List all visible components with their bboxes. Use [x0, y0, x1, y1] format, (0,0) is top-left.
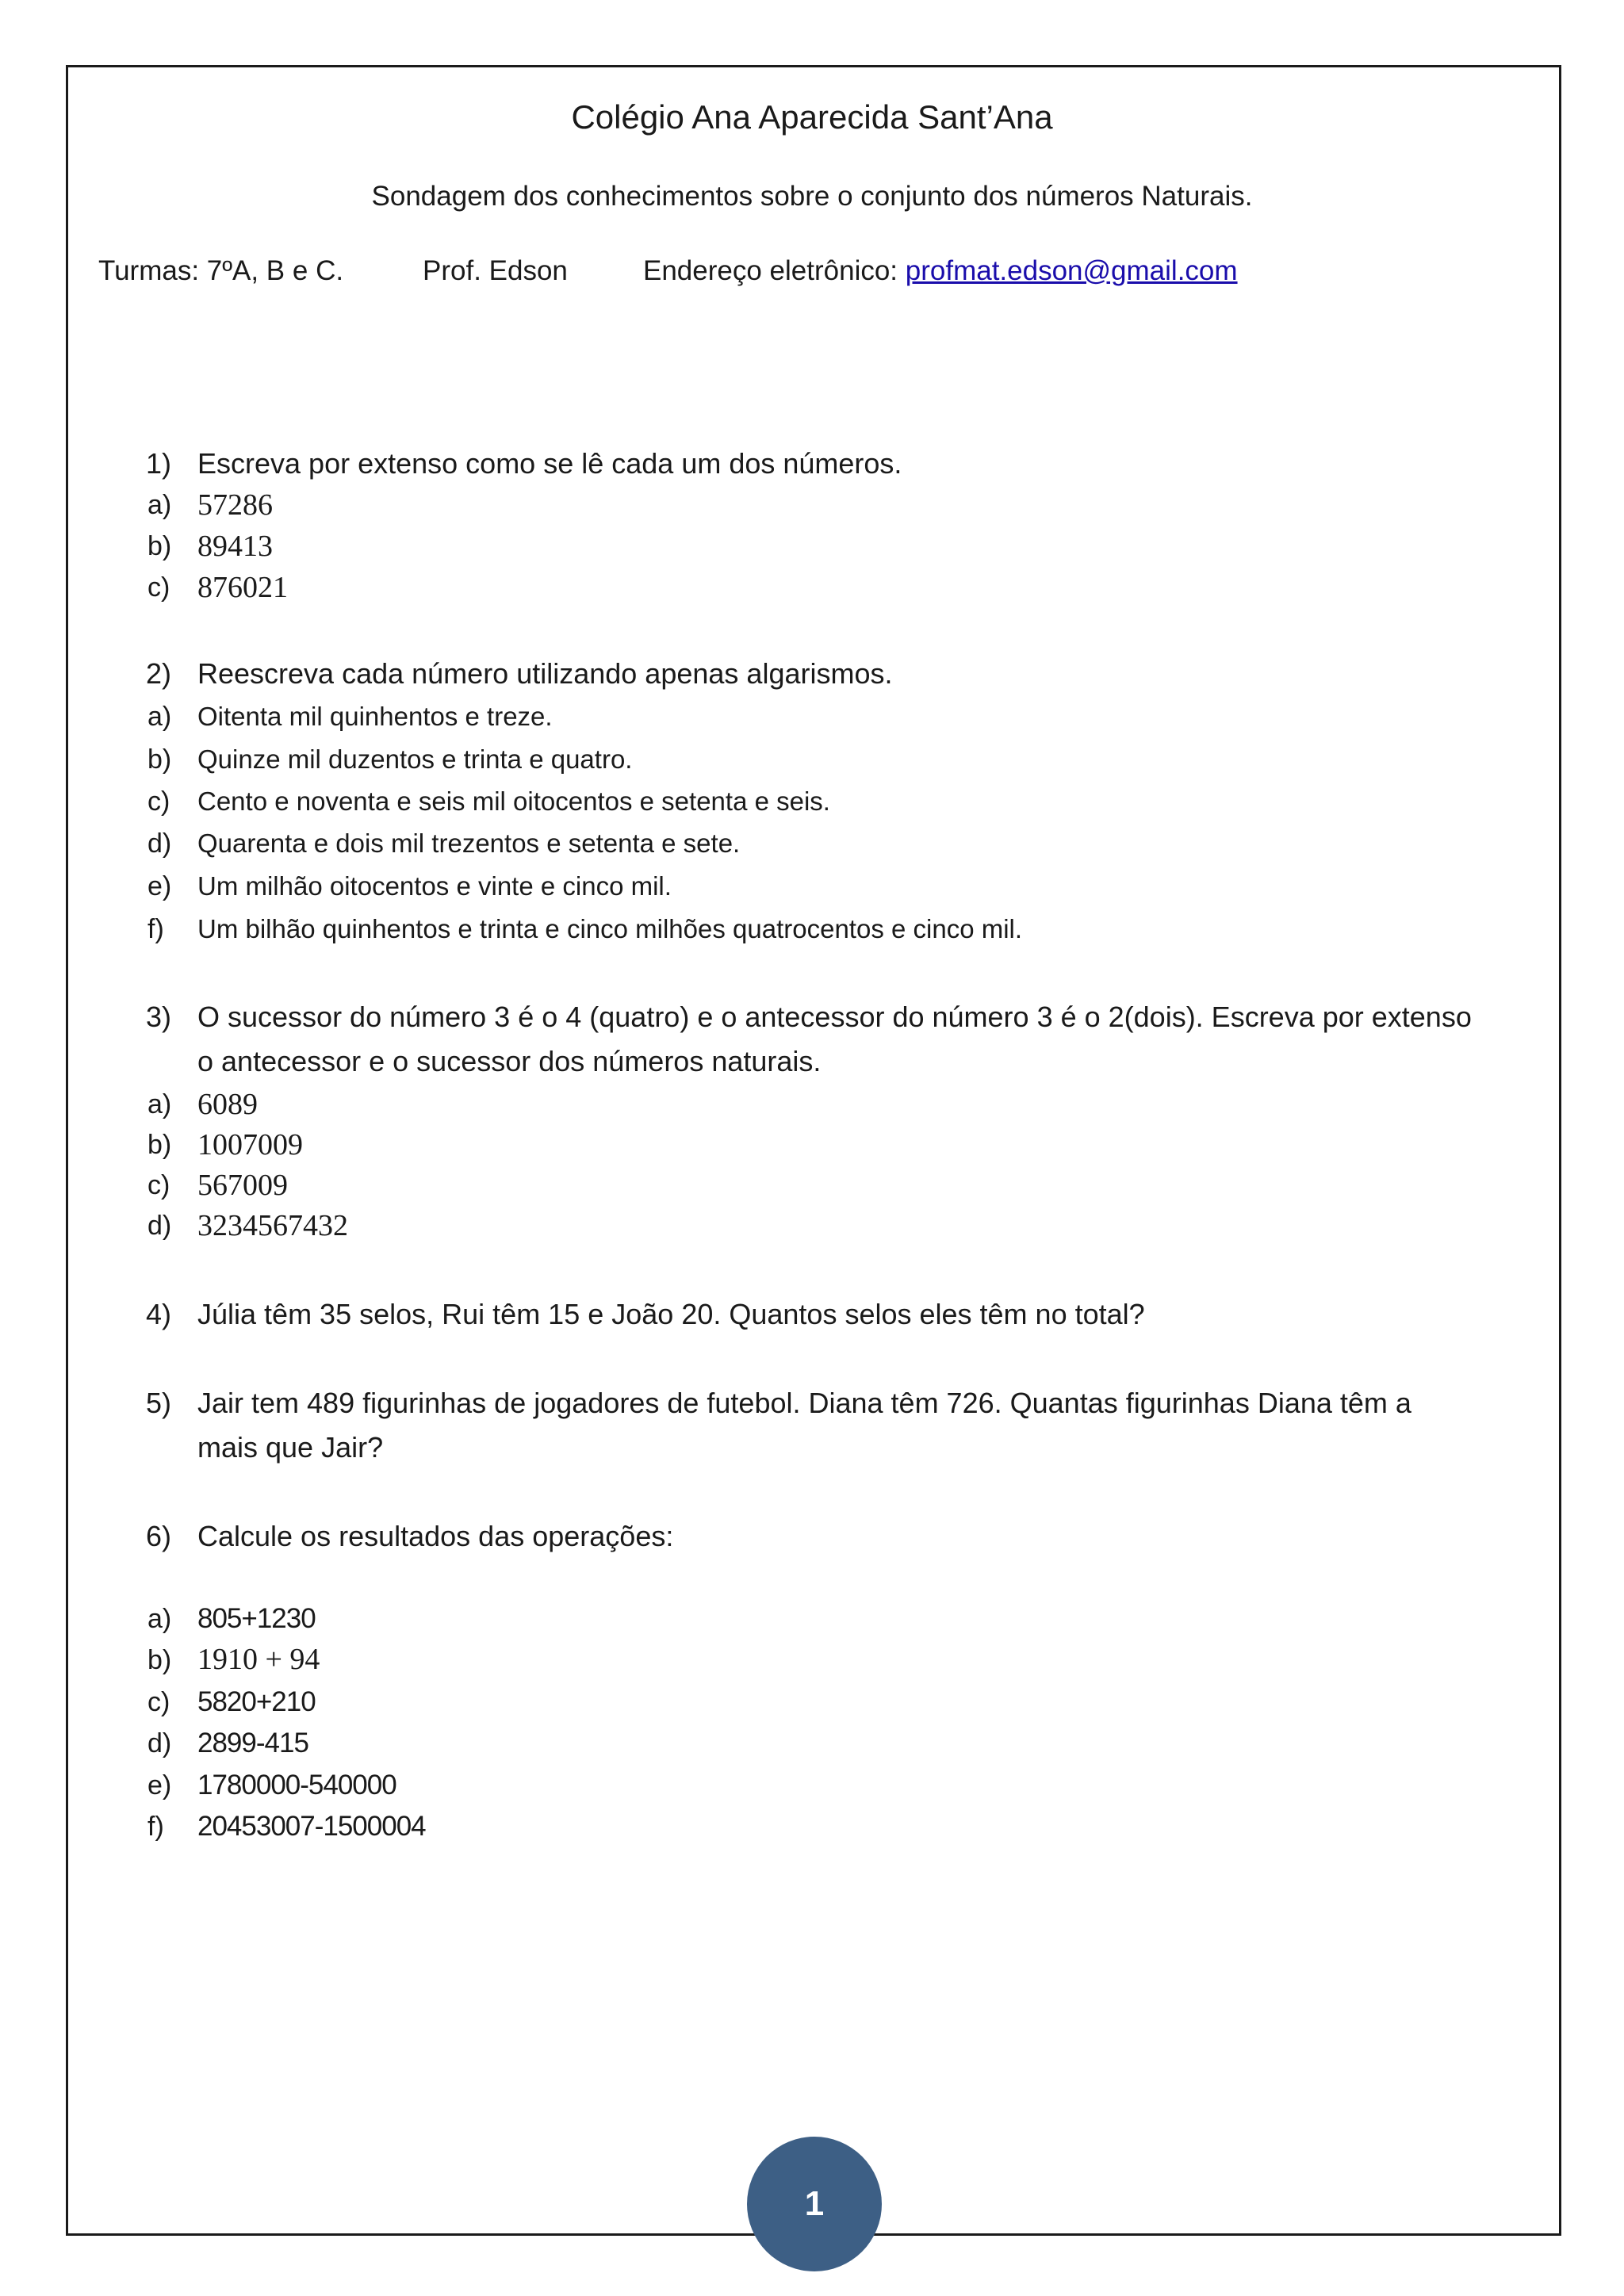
question-text-line-1: O sucessor do número 3 é o 4 (quatro) e o antecessor do número 3 é o 2(dois). Escreva por extenso [197, 1001, 1472, 1033]
question-number: 5) [146, 1387, 172, 1419]
item-letter: b) [147, 1645, 172, 1675]
school-name: Colégio Ana Aparecida Sant’Ana [571, 98, 1053, 136]
question-text-line-1: Jair tem 489 figurinhas de jogadores de futebol. Diana têm 726. Quantas figurinhas Diana têm a [197, 1387, 1411, 1419]
item-value: 567009 [197, 1169, 288, 1202]
item-letter: b) [147, 1130, 172, 1160]
item-value: 6089 [197, 1088, 258, 1121]
item-value: Quarenta e dois mil trezentos e setenta e sete. [197, 828, 741, 858]
question-number: 6) [146, 1520, 172, 1552]
question-text: Escreva por extenso como se lê cada um dos números. [197, 447, 902, 480]
item-value: 2899-415 [197, 1728, 308, 1758]
item-value: 1780000-540000 [197, 1770, 396, 1800]
teacher-label: Prof. Edson [423, 255, 568, 286]
item-value: 1910 + 94 [197, 1643, 320, 1676]
item-letter: c) [147, 572, 170, 603]
item-letter: a) [147, 1604, 172, 1634]
question-number: 1) [146, 447, 172, 480]
item-value: Quinze mil duzentos e trinta e quatro. [197, 744, 633, 774]
page-number-badge: 1 [747, 2137, 882, 2271]
item-value: 20453007-1500004 [197, 1811, 426, 1842]
item-letter: a) [147, 490, 172, 520]
item-value: 57286 [197, 488, 273, 522]
question-number: 3) [146, 1001, 172, 1033]
item-value: Um bilhão quinhentos e trinta e cinco milhões quatrocentos e cinco mil. [197, 914, 1023, 943]
item-letter: c) [147, 1687, 170, 1717]
item-letter: a) [147, 702, 172, 732]
item-letter: d) [147, 1728, 172, 1758]
item-letter: f) [147, 1812, 164, 1842]
item-letter: d) [147, 828, 172, 859]
item-letter: d) [147, 1211, 172, 1241]
question-number: 4) [146, 1298, 172, 1330]
question-text: Calcule os resultados das operações: [197, 1520, 674, 1552]
item-value: 876021 [197, 571, 288, 604]
item-value: 1007009 [197, 1128, 303, 1161]
item-letter: c) [147, 1170, 170, 1200]
item-value: Oitenta mil quinhentos e treze. [197, 702, 553, 731]
item-letter: b) [147, 531, 172, 561]
item-letter: b) [147, 744, 172, 775]
question-text-line-2: o antecessor e o sucessor dos números naturais. [197, 1045, 822, 1077]
item-value: 805+1230 [197, 1603, 316, 1634]
item-value: Um milhão oitocentos e vinte e cinco mil. [197, 871, 672, 901]
question-number: 2) [146, 657, 172, 690]
email-block [643, 255, 1238, 287]
item-letter: f) [147, 914, 164, 944]
item-letter: e) [147, 1770, 172, 1800]
item-value: 89413 [197, 530, 273, 563]
item-letter: e) [147, 871, 172, 901]
question-text: Júlia têm 35 selos, Rui têm 15 e João 20. Quantos selos eles têm no total? [197, 1298, 1145, 1330]
question-text-line-2: mais que Jair? [197, 1431, 384, 1464]
question-text: Reescreva cada número utilizando apenas algarismos. [197, 657, 893, 690]
classes-label: Turmas: 7ºA, B e C. [98, 255, 344, 286]
email-link[interactable]: profmat.edson@gmail.com [905, 255, 1238, 286]
item-value: Cento e noventa e seis mil oitocentos e setenta e seis. [197, 786, 830, 816]
item-value: 5820+210 [197, 1686, 316, 1717]
item-letter: a) [147, 1089, 172, 1119]
item-letter: c) [147, 786, 170, 817]
email-label: Endereço eletrônico: [643, 255, 898, 286]
document-subtitle: Sondagem dos conhecimentos sobre o conjunto dos números Naturais. [371, 181, 1253, 212]
item-value: 3234567432 [197, 1209, 348, 1242]
